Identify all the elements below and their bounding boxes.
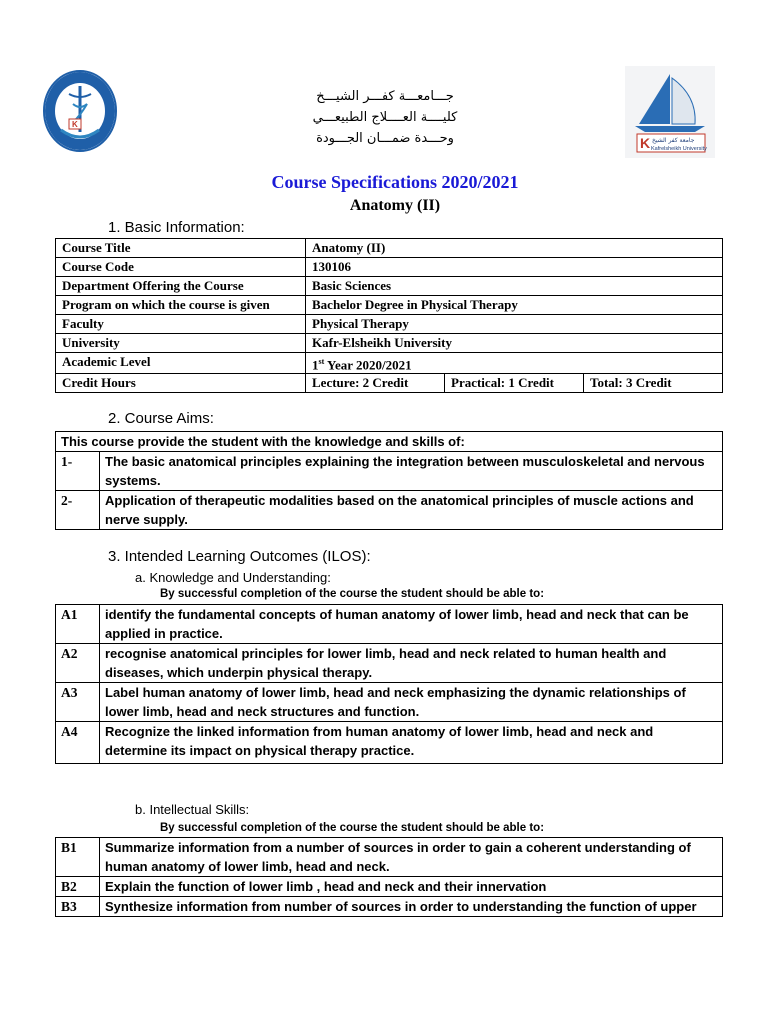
total-credit: Total: 3 Credit bbox=[584, 374, 723, 393]
table-row bbox=[56, 838, 723, 877]
outcome-text: Summarize information from a number of sources in order to gain a coherent understanding of human anatomy of lower limb, head and neck. bbox=[100, 838, 723, 877]
svg-text:K: K bbox=[640, 135, 651, 151]
practical-credit: Practical: 1 Credit bbox=[445, 374, 584, 393]
knowledge-understanding-heading: a. Knowledge and Understanding: bbox=[135, 570, 331, 585]
table-row bbox=[56, 683, 723, 722]
outcome-code: B1 bbox=[56, 838, 100, 877]
row-label: Faculty bbox=[56, 315, 306, 334]
section-ilos-heading: 3. Intended Learning Outcomes (ILOS): bbox=[108, 548, 371, 565]
outcome-code: B2 bbox=[56, 877, 100, 897]
table-row bbox=[56, 315, 723, 334]
table-row bbox=[56, 353, 723, 374]
section-basic-information-heading: 1. Basic Information: bbox=[108, 219, 245, 236]
arabic-line-unit: وحـــدة ضمـــان الجـــودة bbox=[316, 131, 454, 146]
document-subtitle: Anatomy (II) bbox=[349, 197, 441, 214]
row-value: Basic Sciences bbox=[306, 277, 723, 296]
outcome-text: Label human anatomy of lower limb, head and neck emphasizing the dynamic relationships of lower limb, head and neck structures and function. bbox=[100, 683, 723, 722]
table-row bbox=[56, 334, 723, 353]
outcome-text: identify the fundamental concepts of human anatomy of lower limb, head and neck that can be applied in practice. bbox=[100, 605, 723, 644]
row-value: Kafr-Elsheikh University bbox=[306, 334, 723, 353]
outcome-text: Recognize the linked information from human anatomy of lower limb, head and neck and determine its impact on physical therapy practice. bbox=[100, 722, 723, 764]
svg-text:K: K bbox=[72, 120, 78, 129]
row-value: Anatomy (II) bbox=[306, 239, 723, 258]
course-aims-table bbox=[55, 431, 723, 530]
arabic-header bbox=[270, 86, 500, 149]
row-label: Academic Level bbox=[56, 353, 306, 374]
outcome-code: A2 bbox=[56, 644, 100, 683]
table-row bbox=[56, 644, 723, 683]
arabic-line-university: جـــامعـــة كفـــر الشيـــخ bbox=[316, 89, 454, 104]
outcome-text: recognise anatomical principles for lower limb, head and neck related to human health and diseases, which underpin physical therapy. bbox=[100, 644, 723, 683]
table-row bbox=[56, 491, 723, 530]
university-logo bbox=[625, 66, 715, 158]
table-row bbox=[56, 605, 723, 644]
svg-text:جامعة كفر الشيخ: جامعة كفر الشيخ bbox=[652, 137, 695, 144]
outcome-code: B3 bbox=[56, 897, 100, 917]
table-row bbox=[56, 258, 723, 277]
arabic-line-faculty: كليــــة العــــلاج الطبيعـــي bbox=[312, 110, 458, 125]
row-label: Program on which the course is given bbox=[56, 296, 306, 315]
intellectual-intro: By successful completion of the course the student should be able to: bbox=[160, 822, 545, 834]
aims-intro: This course provide the student with the knowledge and skills of: bbox=[56, 432, 723, 452]
faculty-logo bbox=[43, 70, 117, 152]
table-row bbox=[56, 277, 723, 296]
outcome-code: A4 bbox=[56, 722, 100, 764]
aim-text: Application of therapeutic modalities based on the anatomical principles of muscle actions and nerve supply. bbox=[100, 491, 723, 530]
row-label: Department Offering the Course bbox=[56, 277, 306, 296]
row-value: 130106 bbox=[306, 258, 723, 277]
basic-information-table bbox=[55, 238, 723, 393]
table-row bbox=[56, 722, 723, 764]
table-row bbox=[56, 897, 723, 917]
aim-number: 1- bbox=[56, 452, 100, 491]
document-title: Course Specifications 2020/2021 bbox=[271, 172, 519, 192]
table-row bbox=[56, 432, 723, 452]
row-label: Course Code bbox=[56, 258, 306, 277]
outcome-code: A3 bbox=[56, 683, 100, 722]
table-row bbox=[56, 296, 723, 315]
row-value: Bachelor Degree in Physical Therapy bbox=[306, 296, 723, 315]
section-course-aims-heading: 2. Course Aims: bbox=[108, 410, 214, 427]
row-value: Physical Therapy bbox=[306, 315, 723, 334]
table-row bbox=[56, 374, 723, 393]
row-label: University bbox=[56, 334, 306, 353]
outcome-text: Synthesize information from number of sources in order to understanding the function of upper bbox=[100, 897, 723, 917]
table-row bbox=[56, 452, 723, 491]
intellectual-outcomes-table bbox=[55, 837, 723, 917]
row-label: Credit Hours bbox=[56, 374, 306, 393]
table-row bbox=[56, 239, 723, 258]
table-row bbox=[56, 877, 723, 897]
svg-text:Kafrelsheikh University: Kafrelsheikh University bbox=[651, 146, 707, 152]
intellectual-skills-heading: b. Intellectual Skills: bbox=[135, 802, 250, 817]
knowledge-outcomes-table bbox=[55, 604, 723, 764]
knowledge-intro: By successful completion of the course the student should be able to: bbox=[160, 588, 545, 600]
aim-text: The basic anatomical principles explaining the integration between musculoskeletal and nervous systems. bbox=[100, 452, 723, 491]
outcome-code: A1 bbox=[56, 605, 100, 644]
academic-level-value: 1st Year 2020/2021 bbox=[306, 353, 723, 374]
row-label: Course Title bbox=[56, 239, 306, 258]
lecture-credit: Lecture: 2 Credit bbox=[306, 374, 445, 393]
outcome-text: Explain the function of lower limb , head and neck and their innervation bbox=[100, 877, 723, 897]
aim-number: 2- bbox=[56, 491, 100, 530]
